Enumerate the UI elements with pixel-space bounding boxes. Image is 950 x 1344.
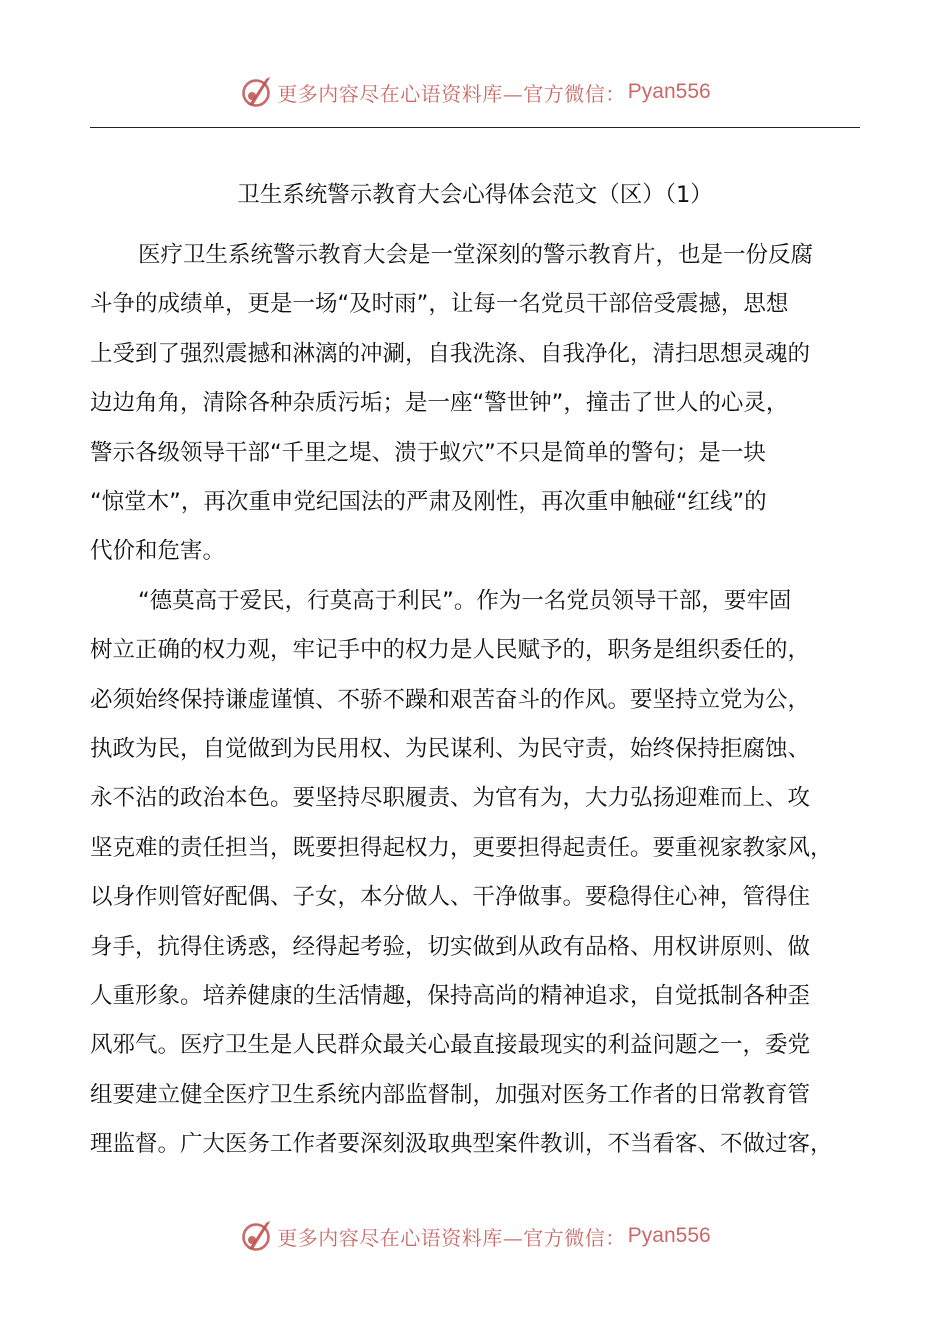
paragraph-line: 树立正确的权力观，牢记手中的权力是人民赋予的，职务是组织委任的， <box>90 637 811 663</box>
header-banner <box>0 70 950 114</box>
paragraph-line: 以身作则管好配偶、子女，本分做人、干净做事。要稳得住心神，管得住 <box>90 884 811 910</box>
quill-logo-icon <box>239 1219 273 1253</box>
paragraph-line: 组要建立健全医疗卫生系统内部监督制，加强对医务工作者的日常教育管 <box>90 1082 811 1108</box>
paragraph-line: 永不沾的政治本色。要坚持尽职履责、为官有为，大力弘扬迎难而上、攻 <box>90 785 811 811</box>
paragraph-line: 警示各级领导干部“千里之堤、溃于蚁穴”不只是简单的警句；是一块 <box>90 440 766 466</box>
paragraph-line: 必须始终保持谦虚谨慎、不骄不躁和艰苦奋斗的作风。要坚持立党为公， <box>90 687 811 713</box>
document-title: 卫生系统警示教育大会心得体会范文（区）（1） <box>237 182 713 208</box>
paragraph-line: 风邪气。医疗卫生是人民群众最关心最直接最现实的利益问题之一，委党 <box>90 1032 811 1058</box>
footer-banner <box>0 1214 950 1258</box>
wechat-id: Pyan556 <box>627 80 711 103</box>
banner-text: 更多内容尽在心语资料库—官方微信： <box>277 81 626 106</box>
quill-logo-icon <box>239 75 273 109</box>
paragraph-line: 坚克难的责任担当，既要担得起权力，更要担得起责任。要重视家教家风， <box>90 835 833 861</box>
paragraph-line: 理监督。广大医务工作者要深刻汲取典型案件教训，不当看客、不做过客， <box>90 1131 833 1157</box>
paragraph-line: 边边角角，清除各种杂质污垢；是一座“警世钟”，撞击了世人的心灵， <box>90 390 789 416</box>
wechat-id: Pyan556 <box>627 1224 711 1247</box>
paragraph-line: 医疗卫生系统警示教育大会是一堂深刻的警示教育片，也是一份反腐 <box>138 242 814 268</box>
paragraph-line: “惊堂木”，再次重申党纪国法的严肃及刚性，再次重申触碰“红线”的 <box>90 489 767 515</box>
banner-text: 更多内容尽在心语资料库—官方微信： <box>277 1225 626 1250</box>
paragraph-line: “德莫高于爱民，行莫高于利民”。作为一名党员领导干部，要牢固 <box>138 588 792 614</box>
paragraph-line: 上受到了强烈震撼和淋漓的冲涮，自我洗涤、自我净化，清扫思想灵魂的 <box>90 341 811 367</box>
paragraph-line: 斗争的成绩单，更是一场“及时雨”，让每一名党员干部倍受震撼，思想 <box>90 291 789 317</box>
paragraph-line: 代价和危害。 <box>90 538 226 564</box>
paragraph-line: 执政为民，自觉做到为民用权、为民谋利、为民守责，始终保持拒腐蚀、 <box>90 736 811 762</box>
paragraph-line: 人重形象。培养健康的生活情趣，保持高尚的精神追求，自觉抵制各种歪 <box>90 983 811 1009</box>
paragraph-line: 身手，抗得住诱惑，经得起考验，切实做到从政有品格、用权讲原则、做 <box>90 934 811 960</box>
header-divider <box>90 127 860 128</box>
